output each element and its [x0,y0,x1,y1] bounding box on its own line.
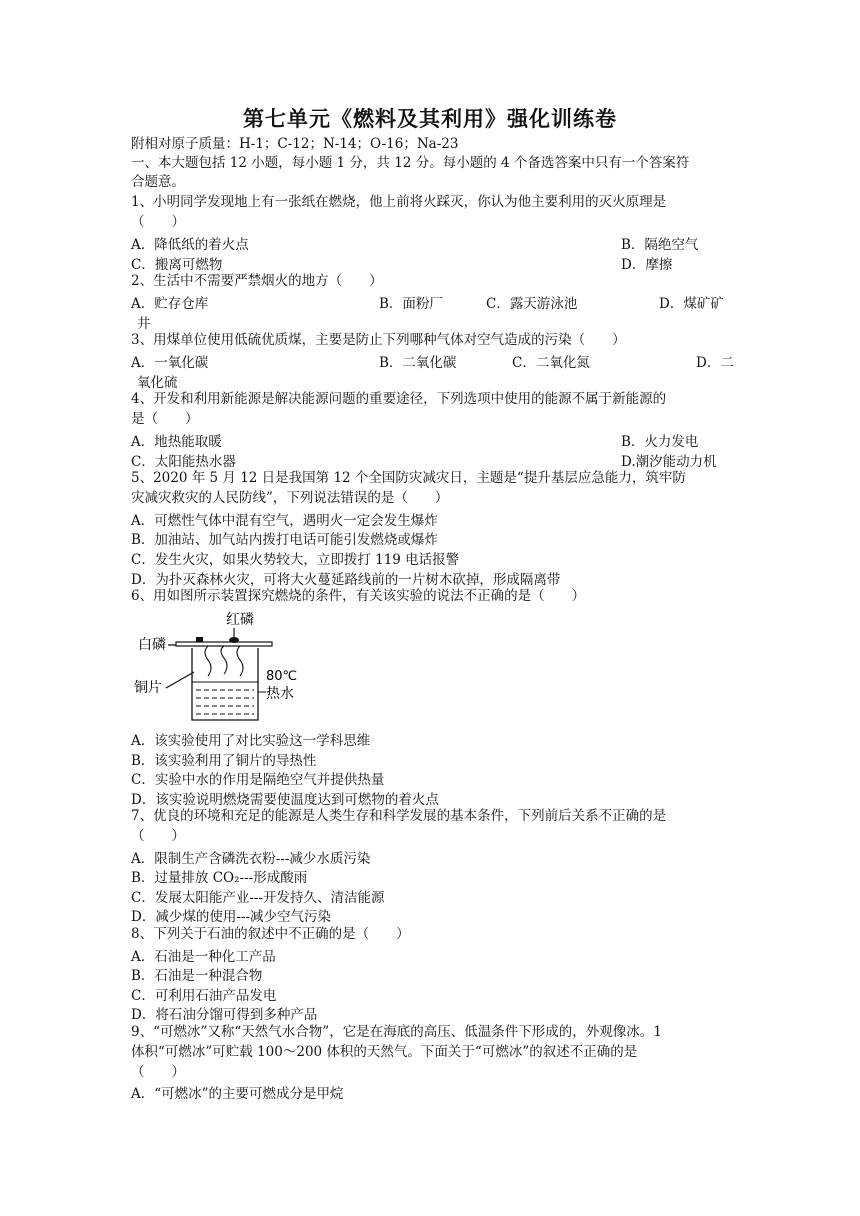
q6-option-d: D．该实验说明燃烧需要使温度达到可燃物的着火点 [131,792,439,808]
q5-option-c: C．发生火灾，如果火势较大，立即拨打 119 电话报警 [131,552,460,568]
q9-stem: 9、“可燃冰”又称“天然气水合物”，它是在海底的高压、低温条件下形成的，外观像冰。1 [131,1024,662,1040]
q7-stem-cont: （ ） [131,828,185,844]
q6-option-b: B．该实验利用了铜片的导热性 [131,753,317,769]
fig-label-white-phosphorus: 白磷 [138,637,166,653]
q4-option-d: D.潮汐能动力机 [621,454,717,470]
q2-option-d: D．煤矿矿 [659,296,724,312]
q1-option-a: A．降低纸的着火点 [131,237,249,253]
q3-stem: 3、用煤单位使用低硫优质煤，主要是防止下列哪种气体对空气造成的污染（ ） [131,332,626,348]
q5-stem-cont: 灾减灾救灾的人民防线”，下列说法错误的是（ ） [131,490,449,506]
q5-option-b: B．加油站、加气站内拨打电话可能引发燃烧或爆炸 [131,532,438,548]
q7-option-d: D．减少煤的使用---减少空气污染 [131,909,332,925]
q1-option-b: B．隔绝空气 [621,237,699,253]
atomic-mass-note: 附相对原子质量：H-1；C-12；N-14；O-16；Na-23 [131,136,459,152]
copper-plate [176,642,272,646]
q1-stem: 1、小明同学发现地上有一张纸在燃烧，他上前将火踩灭，你认为他主要利用的灭火原理是 [131,194,667,210]
q3-option-d: D．二 [696,355,734,371]
combustion-apparatus-figure [134,608,314,726]
fig-label-red-phosphorus: 红磷 [226,612,254,628]
q4-option-a: A．地热能取暖 [131,434,222,450]
q5-stem: 5、2020 年 5 月 12 日是我国第 12 个全国防灾减灾日，主题是“提升基层应急能力，筑牢防 [131,470,686,486]
q6-stem: 6、用如图所示装置探究燃烧的条件，有关该实验的说法不正确的是（ ） [131,588,586,604]
q1-stem-cont: （ ） [131,214,185,230]
q7-stem: 7、优良的环境和充足的能源是人类生存和科学发展的基本条件，下列前后关系不正确的是 [131,808,667,824]
q3-option-c: C．二氧化氮 [512,355,590,371]
q1-option-d: D．摩擦 [621,257,673,273]
q7-option-b: B．过量排放 CO₂---形成酸雨 [131,870,308,886]
q9-stem-cont2: （ ） [131,1064,185,1080]
q7-option-a: A．限制生产含磷洗衣粉---减少水质污染 [131,851,371,867]
q6-option-c: C．实验中水的作用是隔绝空气并提供热量 [131,772,385,788]
q3-option-b: B．二氧化碳 [379,355,457,371]
q8-option-d: D．将石油分馏可得到多种产品 [131,1007,318,1023]
section-instruction-line2: 合题意。 [131,174,185,190]
section-instruction-line1: 一、本大题包括 12 小题，每小题 1 分，共 12 分。每小题的 4 个备选答案中只有一个答案符 [131,155,690,171]
q2-option-d-cont: 井 [137,316,151,332]
q8-stem: 8、下列关于石油的叙述中不正确的是（ ） [131,926,410,942]
page-title: 第七单元《燃料及其利用》强化训练卷 [243,107,617,131]
q4-stem: 4、开发和利用新能源是解决能源问题的重要途径，下列选项中使用的能源不属于新能源的 [131,391,667,407]
q8-option-a: A．石油是一种化工产品 [131,949,276,965]
q2-stem: 2、生活中不需要严禁烟火的地方（ ） [131,273,383,289]
fig-label-temperature: 80℃ [266,669,298,684]
q9-option-a: A．“可燃冰”的主要可燃成分是甲烷 [131,1086,344,1102]
q9-stem-cont: 体积“可燃冰”可贮载 100～200 体积的天然气。下面关于“可燃冰”的叙述不正确的是 [131,1044,638,1060]
q5-option-a: A．可燃性气体中混有空气，遇明火一定会发生爆炸 [131,513,438,529]
q4-stem-cont: 是（ ） [131,411,199,427]
q2-option-a: A．贮存仓库 [131,296,209,312]
q8-option-c: C．可利用石油产品发电 [131,988,277,1004]
q4-option-c: C．太阳能热水器 [131,454,236,470]
q4-option-b: B．火力发电 [621,434,699,450]
q7-option-c: C．发展太阳能产业---开发持久、清洁能源 [131,890,385,906]
fig-label-copper: 铜片 [134,680,162,696]
q6-option-a: A．该实验使用了对比实验这一学科思维 [131,733,371,749]
q2-option-b: B．面粉厂 [379,296,443,312]
fig-label-hot-water: 热水 [266,686,294,702]
q8-option-b: B．石油是一种混合物 [131,968,263,984]
q2-option-c: C．露天游泳池 [486,296,578,312]
q1-option-c: C．搬离可燃物 [131,257,223,273]
q5-option-d: D．为扑灭森林火灾，可将大火蔓延路线前的一片树木砍掉，形成隔离带 [131,572,561,588]
q3-option-a: A．一氧化碳 [131,355,209,371]
q3-option-d-cont: 氧化硫 [137,375,178,391]
